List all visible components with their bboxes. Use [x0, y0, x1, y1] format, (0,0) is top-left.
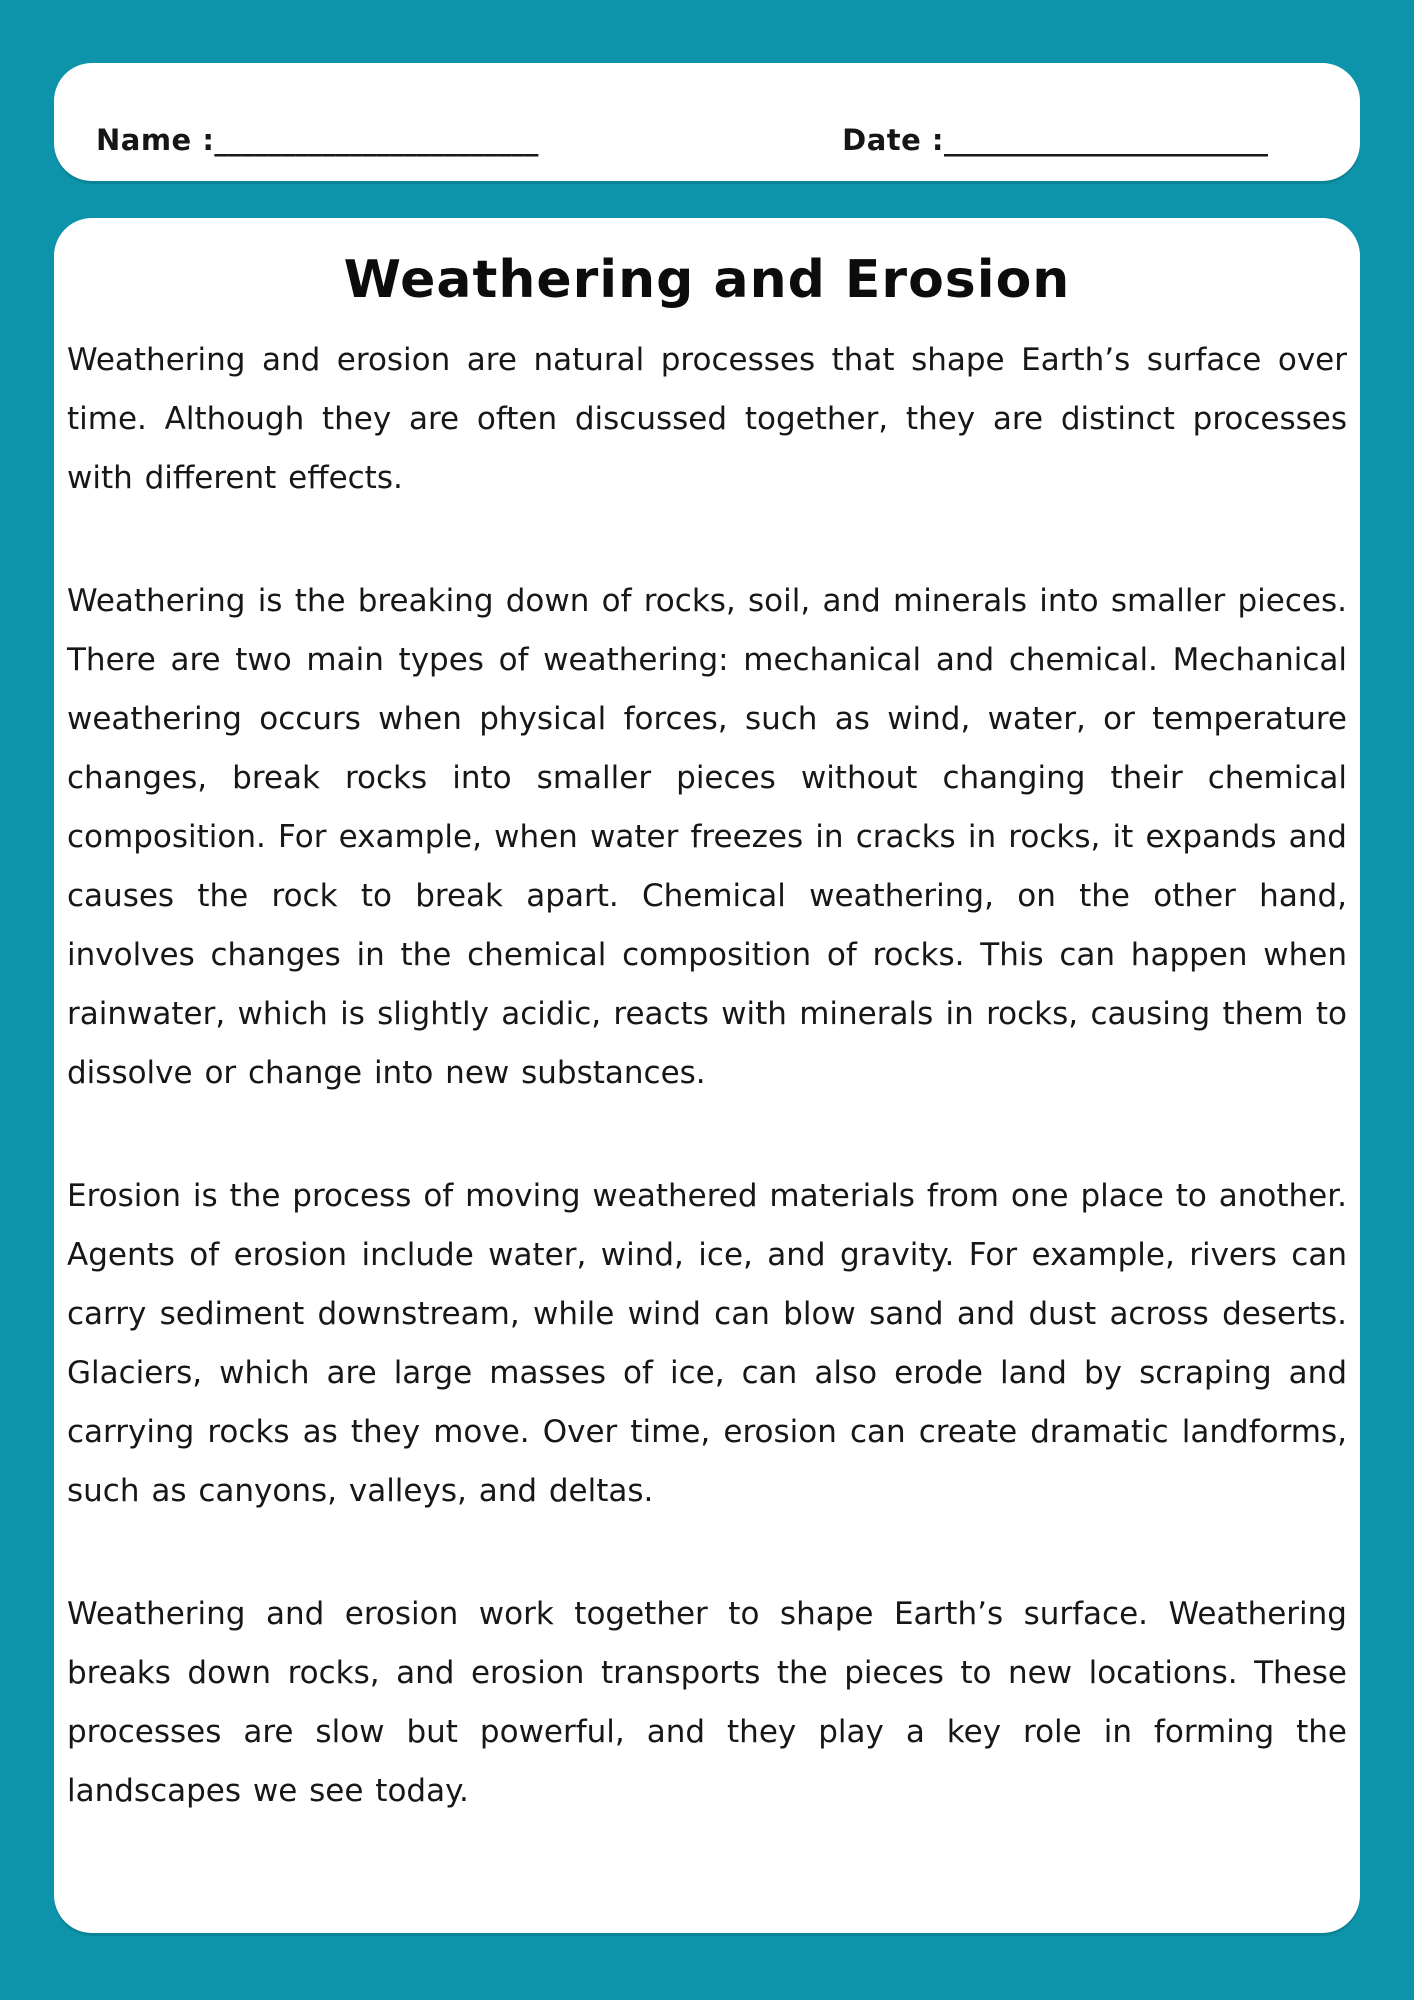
date-field	[842, 123, 1268, 157]
paragraph-erosion: Erosion is the process of moving weathered materials from one place to another. Agents of erosion include water, wind, ice, and gravity. For example, rivers can carry sediment downstream, while wind can blow sand and dust across deserts. Glaciers, which are large masses of ice, can also erode land by scraping and carrying rocks as they move. Over time, erosion can create dramatic landforms, such as canyons, valleys, and deltas.	[67, 1178, 1347, 1509]
name-blank-line: ________________________	[214, 126, 539, 157]
paragraph-intro: Weathering and erosion are natural processes that shape Earth’s surface over time. Although they are often discussed together, they are distinct processes with different effects.	[67, 342, 1347, 496]
name-field	[96, 123, 538, 157]
name-date-card	[54, 63, 1360, 181]
worksheet-card	[54, 218, 1360, 1933]
date-blank-line: ________________________	[944, 126, 1268, 157]
name-label: Name :	[96, 123, 215, 157]
date-label: Date :	[842, 123, 944, 157]
paragraph-conclusion: Weathering and erosion work together to shape Earth’s surface. Weathering breaks down rocks, and erosion transports the pieces to new locations. These processes are slow but powerful, and they play a key role in forming the landscapes we see today.	[67, 1596, 1347, 1809]
worksheet-title: Weathering and Erosion	[343, 250, 1071, 310]
paragraph-weathering: Weathering is the breaking down of rocks, soil, and minerals into smaller pieces. There are two main types of weathering: mechanical and chemical. Mechanical weathering occurs when physical forces, such as wind, water, or temperature changes, break rocks into smaller pieces without changing their chemical composition. For example, when water freezes in cracks in rocks, it expands and causes the rock to break apart. Chemical weathering, on the other hand, involves changes in the chemical composition of rocks. This can happen when rainwater, which is slightly acidic, reacts with minerals in rocks, causing them to dissolve or change into new substances.	[67, 583, 1347, 1091]
